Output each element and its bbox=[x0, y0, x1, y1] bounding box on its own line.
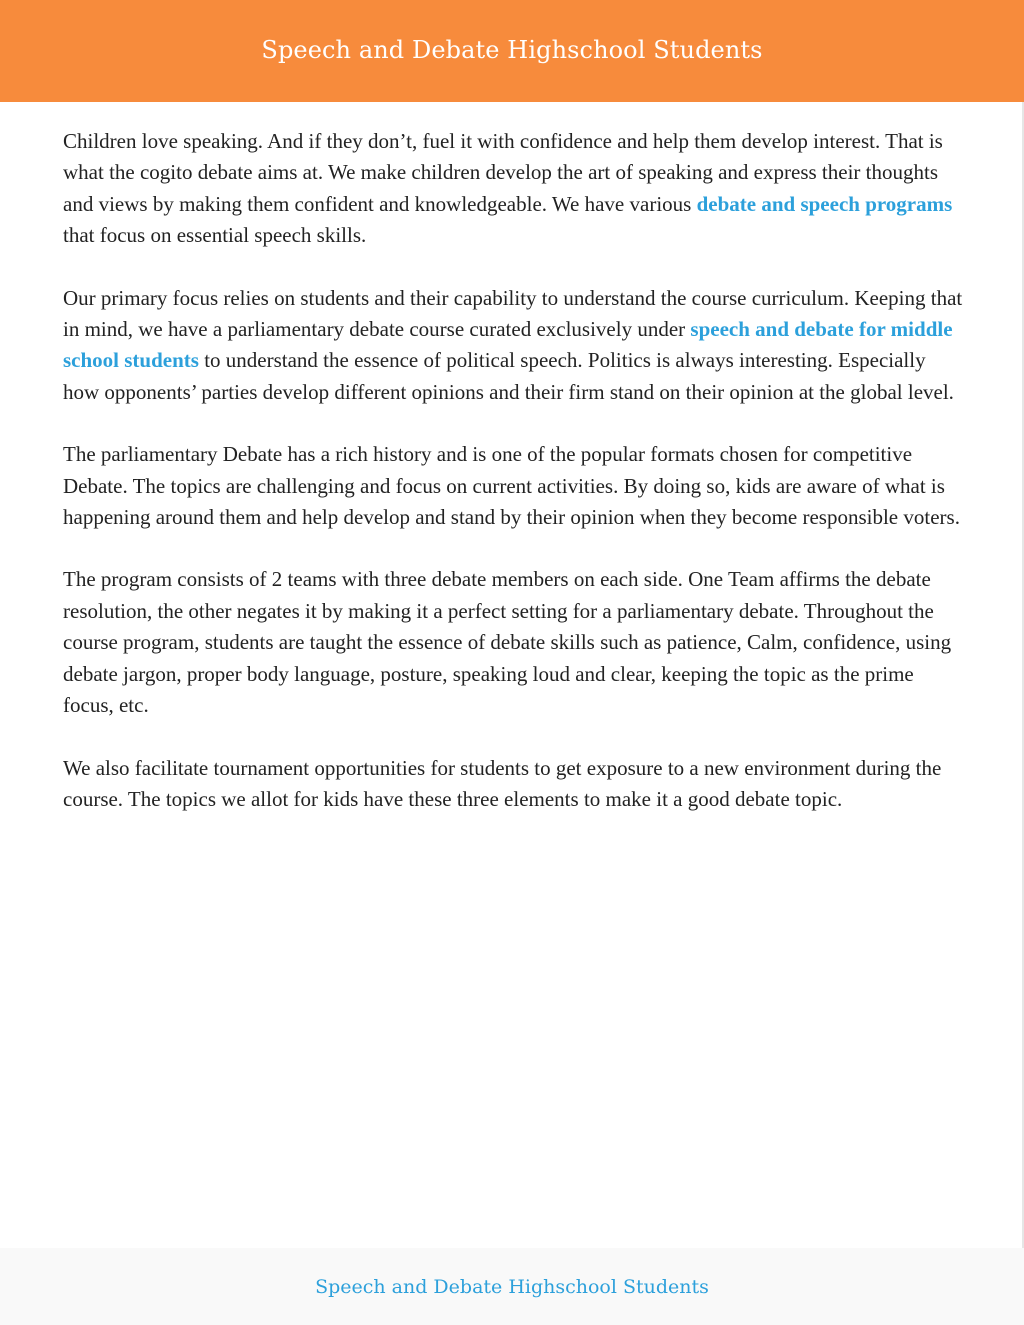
footer-title: Speech and Debate Highschool Students bbox=[315, 1275, 709, 1298]
debate-and-speech-programs-link[interactable]: debate and speech programs bbox=[696, 191, 953, 216]
page-header bbox=[0, 0, 1024, 102]
paragraph-program: The program consists of 2 teams with three debate members on each side. One Team affirms the debate resolution, the other negates it by making it a perfect setting for a parliamentary debate. Throughout the course program, students are taught the essence of debate skills such as patience, Calm, confidence, using debate jargon, proper body language, posture, speaking loud and clear, keeping the topic as the prime focus, etc. bbox=[63, 567, 952, 718]
article-body bbox=[63, 126, 963, 846]
paragraph-focus-text-end: to understand the essence of political speech. Politics is always interesting. Especially how opponents’ parties develop different opinions and their firm stand on their opinion at the global level. bbox=[63, 348, 954, 404]
page-footer bbox=[0, 1248, 1024, 1325]
paragraph-parliamentary-debate: The parliamentary Debate has a rich history and is one of the popular formats chosen for competitive Debate. The topics are challenging and focus on current activities. By doing so, kids are aware of what is happening around them and help develop and stand by their opinion when they become responsible voters. bbox=[63, 442, 960, 530]
paragraph-focus-text-start: Our primary focus relies on students and their capability to understand the course curriculum. Keeping that in mind, we have a parliamentary debate course curated exclusively under bbox=[63, 285, 963, 342]
paragraph-focus bbox=[63, 283, 963, 409]
middle-school-debate-link[interactable]: speech and debate for middle school students bbox=[63, 317, 953, 373]
header-title: Speech and Debate Highschool Students bbox=[261, 36, 763, 64]
paragraph-intro-text-start: Children love speaking. And if they don’t, fuel it with confidence and help them develop interest. That is what the cogito debate aims at. We make children develop the art of speaking and express their thoughts and views by making them confident and knowledgeable. We have various bbox=[63, 129, 943, 216]
paragraph-intro bbox=[63, 126, 963, 252]
paragraph-tournament: We also facilitate tournament opportunities for students to get exposure to a new environment during the course. The topics we allot for kids have these three elements to make it a good debate topic. bbox=[63, 755, 942, 811]
paragraph-intro-text-end: that focus on essential speech skills. bbox=[63, 223, 367, 248]
